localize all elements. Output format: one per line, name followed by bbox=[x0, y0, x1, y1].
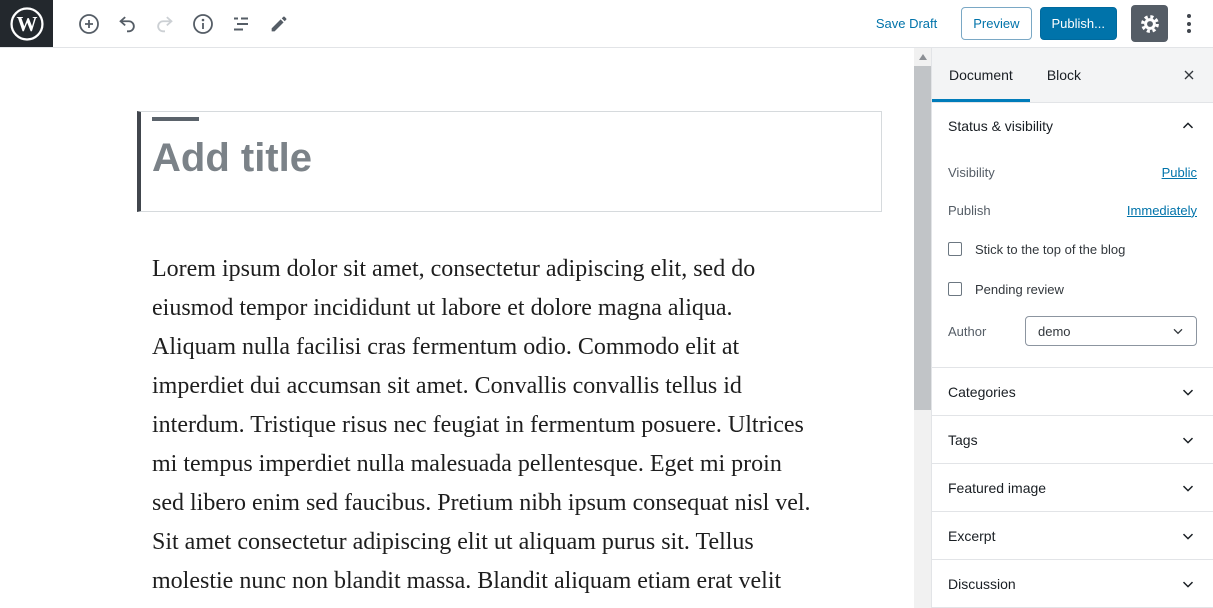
publish-row bbox=[948, 191, 1197, 229]
visibility-label: Visibility bbox=[948, 164, 995, 180]
content-scrollbar[interactable] bbox=[914, 48, 931, 608]
gear-icon bbox=[1139, 13, 1161, 35]
publish-button[interactable]: Publish... bbox=[1040, 7, 1117, 40]
panel-featured-image[interactable] bbox=[932, 464, 1213, 512]
author-row bbox=[948, 309, 1197, 353]
close-icon bbox=[1181, 67, 1197, 83]
close-sidebar-button[interactable] bbox=[1175, 61, 1203, 89]
panel-title: Status & visibility bbox=[948, 118, 1054, 134]
sticky-checkbox-label[interactable]: Stick to the top of the blog bbox=[975, 241, 1126, 257]
scrollbar-thumb[interactable] bbox=[914, 66, 931, 410]
pending-review-checkbox[interactable] bbox=[948, 282, 962, 296]
paragraph-line: mi tempus imperdiet nulla malesuada pellentesque. Eget mi proin bbox=[152, 451, 782, 477]
undo-icon bbox=[116, 13, 138, 35]
paragraph-line: Aliquam nulla facilisi cras fermentum odio. Commodo elit at bbox=[152, 334, 740, 360]
tab-block[interactable]: Block bbox=[1030, 48, 1098, 102]
panel-title: Categories bbox=[948, 383, 1016, 400]
editor-main bbox=[0, 48, 1213, 608]
block-navigation-button[interactable] bbox=[228, 6, 254, 42]
editor-top-bar bbox=[0, 0, 1213, 48]
visibility-value-link[interactable]: Public bbox=[1161, 164, 1197, 180]
editor-tools bbox=[76, 6, 292, 42]
paragraph-line: molestie nunc non blandit massa. Blandit aliquam etiam erat velit bbox=[152, 568, 782, 594]
more-options-button[interactable] bbox=[1181, 10, 1197, 37]
publish-label: Publish bbox=[948, 202, 991, 218]
visibility-row bbox=[948, 153, 1197, 191]
pencil-icon bbox=[268, 13, 290, 35]
pending-review-checkbox-label[interactable]: Pending review bbox=[975, 281, 1064, 297]
paragraph-line: imperdiet dui accumsan sit amet. Convallis convallis tellus id bbox=[152, 373, 742, 399]
author-label: Author bbox=[948, 323, 987, 339]
add-block-plus-icon bbox=[77, 12, 101, 36]
author-select[interactable] bbox=[1025, 316, 1197, 346]
chevron-down-icon bbox=[1179, 575, 1197, 593]
undo-button[interactable] bbox=[114, 6, 140, 42]
chevron-down-icon bbox=[1170, 323, 1186, 339]
wordpress-logo-icon bbox=[9, 6, 45, 42]
add-block-button[interactable] bbox=[76, 6, 102, 42]
sidebar-tabs bbox=[932, 48, 1213, 103]
outline-list-icon bbox=[229, 12, 253, 36]
paragraph-line: interdum. Tristique risus nec feugiat in fermentum posuere. Ultrices bbox=[152, 412, 804, 438]
chevron-down-icon bbox=[1179, 527, 1197, 545]
chevron-down-icon bbox=[1179, 479, 1197, 497]
author-select-value: demo bbox=[1038, 323, 1071, 339]
paragraph-block[interactable] bbox=[152, 250, 811, 601]
pending-review-checkbox-row[interactable] bbox=[948, 269, 1197, 309]
post-title-placeholder: Add title bbox=[152, 136, 312, 180]
ellipsis-dot bbox=[1187, 14, 1191, 18]
panel-excerpt[interactable] bbox=[932, 512, 1213, 560]
scroll-up-arrow-icon bbox=[919, 54, 927, 60]
chevron-down-icon bbox=[1179, 383, 1197, 401]
scrollbar-up-button[interactable] bbox=[914, 48, 931, 65]
settings-sidebar bbox=[931, 48, 1213, 608]
sticky-checkbox-row[interactable] bbox=[948, 229, 1197, 269]
panel-tags[interactable] bbox=[932, 416, 1213, 464]
paragraph-line: sed libero enim sed faucibus. Pretium nibh ipsum consequat nisl vel. bbox=[152, 490, 811, 516]
editor-canvas[interactable] bbox=[0, 48, 914, 608]
panel-status-visibility bbox=[932, 103, 1213, 368]
title-block-indicator bbox=[152, 117, 199, 121]
panel-title: Tags bbox=[948, 431, 978, 448]
edit-mode-button[interactable] bbox=[266, 6, 292, 42]
panel-title: Featured image bbox=[948, 479, 1047, 496]
panel-title: Discussion bbox=[948, 575, 1016, 592]
status-panel-body bbox=[932, 149, 1213, 367]
paragraph-line: Lorem ipsum dolor sit amet, consectetur adipiscing elit, sed do bbox=[152, 256, 756, 282]
chevron-up-icon bbox=[1179, 117, 1197, 135]
sticky-checkbox[interactable] bbox=[948, 242, 962, 256]
panel-categories[interactable] bbox=[932, 368, 1213, 416]
ellipsis-dot bbox=[1187, 22, 1191, 26]
header-actions bbox=[876, 5, 1213, 42]
paragraph-line: Sit amet consectetur adipiscing elit ut aliquam purus sit. Tellus bbox=[152, 529, 754, 555]
panel-title: Excerpt bbox=[948, 527, 996, 544]
content-structure-button[interactable] bbox=[190, 6, 216, 42]
chevron-down-icon bbox=[1179, 431, 1197, 449]
paragraph-line: eiusmod tempor incididunt ut labore et dolore magna aliqua. bbox=[152, 295, 733, 321]
panel-status-visibility-header[interactable] bbox=[932, 103, 1213, 149]
redo-button[interactable] bbox=[152, 6, 178, 42]
publish-value-link[interactable]: Immediately bbox=[1126, 202, 1197, 218]
settings-toggle-button[interactable] bbox=[1131, 5, 1168, 42]
redo-icon bbox=[154, 13, 176, 35]
post-title-block[interactable] bbox=[137, 111, 882, 212]
preview-button[interactable]: Preview bbox=[961, 7, 1031, 40]
info-icon bbox=[191, 12, 215, 36]
ellipsis-dot bbox=[1187, 29, 1191, 33]
panel-discussion[interactable] bbox=[932, 560, 1213, 608]
wordpress-logo[interactable] bbox=[0, 0, 53, 47]
svg-text:W: W bbox=[16, 11, 37, 36]
tab-document[interactable]: Document bbox=[932, 48, 1030, 102]
save-draft-button[interactable]: Save Draft bbox=[875, 16, 938, 31]
